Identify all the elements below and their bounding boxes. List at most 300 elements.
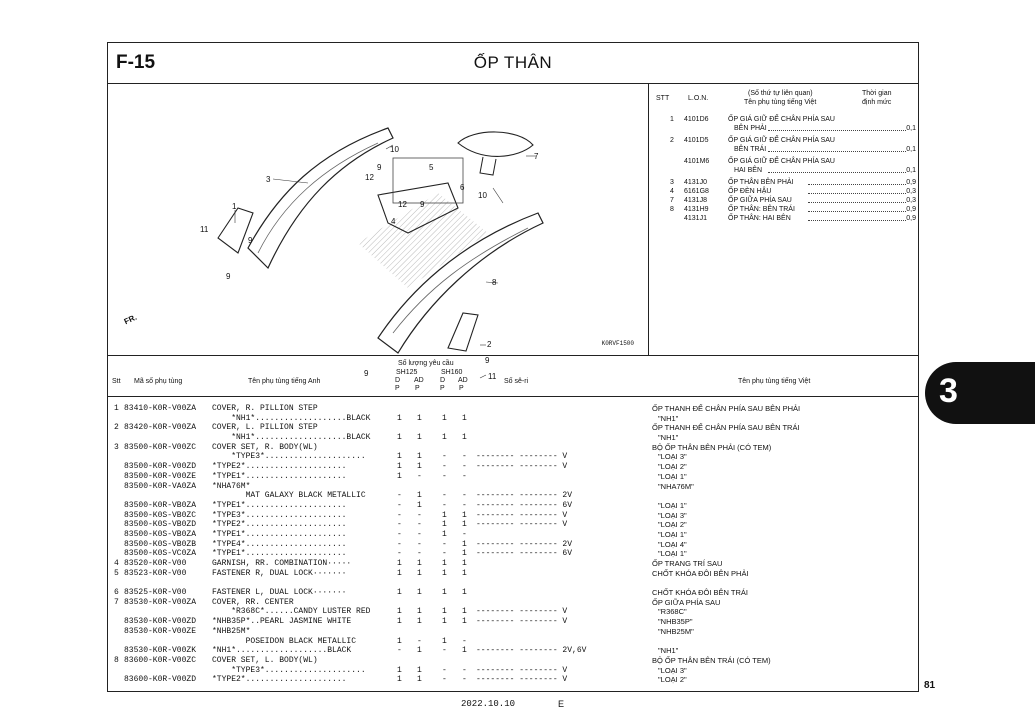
part-name-en: *TYPE3*..................... (212, 510, 347, 520)
part-stt: 1 (114, 404, 119, 413)
part-name-vn: "LOẠI 3" (658, 510, 687, 520)
part-serial: -------- -------- V (476, 675, 568, 685)
part-name-vn: "NH1" (658, 433, 679, 443)
part-number: 83500-K0S-VB0ZA (124, 529, 197, 539)
part-qty: 1 (417, 452, 422, 462)
part-number: 83525-K0R-V00 (124, 588, 187, 598)
part-name-en: *TYPE1*..................... (212, 471, 347, 481)
labor-row (648, 178, 920, 187)
part-qty: 1 (397, 471, 402, 481)
part-serial: -------- -------- V (476, 607, 568, 617)
callout-12: 9 (248, 236, 253, 245)
part-name-vn: ỐP TRANG TRÍ SAU (652, 559, 723, 568)
page-title: ỐP THÂN (473, 53, 553, 72)
part-qty: - (462, 452, 467, 462)
part-stt: 8 (114, 655, 119, 665)
callout-2: 3 (266, 175, 271, 184)
time-header-2: định mức (862, 99, 892, 106)
col-ad-2: AD (458, 377, 468, 384)
part-qty: - (442, 500, 447, 510)
labor-lon: 6161G8 (684, 188, 709, 195)
part-qty: - (417, 510, 422, 520)
part-name-en: *TYPE2*..................... (212, 462, 347, 472)
part-name-en: COVER SET, R. BODY(WL) (212, 442, 318, 452)
part-name-vn: "LOẠI 2" (658, 462, 687, 472)
part-qty: - (442, 539, 447, 549)
part-number: 83410-K0R-V00ZA (124, 404, 197, 413)
callout-10: 9 (420, 200, 425, 209)
labor-row (648, 157, 920, 175)
part-qty: 1 (397, 665, 402, 675)
part-qty: - (417, 520, 422, 530)
catalog-frame (107, 42, 919, 692)
page-number: 81 (924, 680, 936, 691)
part-name-vn: "LOẠI 1" (658, 529, 687, 539)
table-row (114, 404, 914, 414)
table-row (114, 559, 914, 569)
table-row (114, 530, 914, 540)
desc-header-1: (Số thứ tự liên quan) (748, 90, 813, 97)
part-qty: 1 (442, 510, 447, 520)
part-serial: -------- -------- V (476, 452, 568, 462)
part-qty: 1 (417, 665, 422, 675)
part-name-en: *NHB35P*..PEARL JASMINE WHITE (212, 617, 352, 627)
part-qty: 1 (397, 607, 402, 617)
part-qty: 1 (397, 617, 402, 627)
part-qty: 1 (462, 520, 467, 530)
part-name-en: FASTENER L, DUAL LOCK······· (212, 588, 347, 598)
part-qty: 1 (397, 452, 402, 462)
table-row (114, 549, 914, 559)
front-arrow-label: FR. (122, 312, 139, 327)
part-qty: 1 (442, 588, 447, 598)
part-serial: -------- -------- 2V,6V (476, 646, 587, 656)
leader-dots (808, 196, 906, 203)
table-row (114, 443, 914, 453)
labor-row (648, 136, 920, 154)
part-serial: -------- -------- 2V (476, 491, 573, 501)
callout-8: 10 (478, 191, 487, 200)
part-stt: 4 (114, 559, 119, 568)
callout-11: 11 (200, 225, 209, 234)
part-qty: 1 (462, 433, 467, 443)
part-qty: 1 (397, 433, 402, 443)
callout-1: 7 (534, 152, 539, 161)
labor-stt: 3 (670, 179, 674, 186)
col-p-1: P (395, 385, 400, 392)
part-qty: - (442, 665, 447, 675)
table-row (114, 569, 914, 579)
col-part-no: Mã số phụ tùng (134, 378, 183, 385)
leader-dots (768, 166, 906, 173)
part-qty: 1 (442, 617, 447, 627)
table-row (114, 598, 914, 608)
part-name-en: *TYPE3*..................... (212, 452, 366, 462)
callout-19: 11 (488, 372, 497, 381)
part-qty: 1 (397, 675, 402, 685)
part-name-vn: "LOẠI 2" (658, 675, 687, 685)
labor-name: ỐP THÂN BÊN PHẢI (728, 179, 794, 186)
part-serial: -------- -------- 2V (476, 539, 573, 549)
labor-list-header (648, 89, 920, 111)
table-row (114, 646, 914, 656)
col-sh160: SH160 (441, 369, 463, 376)
leader-dots (768, 145, 906, 152)
part-name-en: MAT GALAXY BLACK METALLIC (212, 491, 366, 501)
labor-stt: 4 (670, 188, 674, 195)
part-name-en: *NHA76M* (212, 481, 251, 491)
col-d-1: D (395, 377, 401, 384)
callout-17: 9 (485, 356, 490, 365)
labor-row (648, 187, 920, 196)
labor-name-2: BÊN PHẢI (734, 125, 767, 132)
part-qty: 1 (397, 462, 402, 472)
part-serial: -------- -------- V (476, 520, 568, 530)
col-name-vn: Tên phụ tùng tiếng Việt (738, 378, 811, 385)
part-number: 83530-K0R-V00ZK (124, 646, 197, 656)
part-qty: 1 (417, 617, 422, 627)
labor-lon: 4131J0 (684, 179, 707, 186)
part-qty: 1 (417, 568, 422, 578)
part-qty: - (462, 491, 467, 501)
part-qty: - (417, 539, 422, 549)
table-row (114, 540, 914, 550)
chapter-tab (925, 362, 1035, 424)
part-qty: - (442, 675, 447, 685)
part-qty: - (462, 500, 467, 510)
labor-name: ỐP GIÁ GIỮ ĐỂ CHÂN PHÍA SAU (728, 137, 835, 144)
table-row (114, 520, 914, 530)
callout-4: 12 (365, 173, 374, 182)
right-step-cover (218, 208, 253, 253)
part-qty: - (397, 491, 402, 501)
part-qty: - (442, 471, 447, 481)
callout-3: 9 (377, 163, 382, 172)
part-number: 83530-K0R-V00ZA (124, 597, 197, 607)
stt-header: STT (656, 95, 670, 102)
part-qty: - (397, 529, 402, 539)
part-qty: 1 (417, 491, 422, 501)
part-name-vn: "R368C" (658, 607, 687, 617)
part-name-vn: "LOẠI 2" (658, 520, 687, 530)
part-qty: - (397, 539, 402, 549)
callout-0: 10 (390, 145, 399, 154)
col-p-3: P (440, 385, 445, 392)
leader-dots (808, 178, 906, 185)
table-row (114, 627, 914, 637)
part-name-en: *NH1*...................BLACK (212, 646, 352, 656)
part-name-en: COVER, L. PILLION STEP (212, 423, 318, 433)
table-row (114, 666, 914, 676)
labor-name: ỐP THÂN: HAI BÊN (728, 215, 791, 222)
callout-14: 9 (226, 272, 231, 281)
labor-time: 0,1 (906, 167, 916, 174)
part-name-en: FASTENER R, DUAL LOCK······· (212, 568, 347, 578)
table-row (114, 491, 914, 501)
part-serial: -------- -------- 6V (476, 500, 573, 510)
part-qty: - (417, 529, 422, 539)
labor-stt: 1 (670, 116, 674, 123)
part-qty: 1 (397, 568, 402, 578)
part-qty: 1 (417, 559, 422, 568)
part-qty: - (417, 636, 422, 646)
part-number: 83500-K0R-VB0ZA (124, 500, 197, 510)
callout-6: 6 (460, 183, 465, 192)
labor-stt: 2 (670, 137, 674, 144)
labor-lon: 4131J1 (684, 215, 707, 222)
part-qty: 1 (442, 559, 447, 568)
labor-lon: 4131H9 (684, 206, 709, 213)
part-qty: 1 (397, 413, 402, 423)
footer-date: 2022.10.10 (461, 699, 516, 709)
col-sh125: SH125 (396, 369, 418, 376)
labor-time: 0,3 (906, 197, 916, 204)
lon-header: L.O.N. (688, 95, 709, 102)
labor-name: ỐP ĐÈN HẬU (728, 188, 772, 195)
part-qty: 1 (462, 549, 467, 559)
part-number: 83500-K0S-VB0ZB (124, 539, 197, 549)
part-qty: 1 (397, 636, 402, 646)
part-qty: - (397, 549, 402, 559)
labor-row (648, 205, 920, 214)
part-qty: 1 (417, 588, 422, 598)
part-name-vn: "LOẠI 3" (658, 665, 687, 675)
part-qty: 1 (397, 588, 402, 598)
part-qty: 1 (462, 607, 467, 617)
leader-dots (808, 214, 906, 221)
part-qty: - (442, 549, 447, 559)
labor-name: ỐP GIỮA PHÍA SAU (728, 197, 792, 204)
part-name-en: *TYPE4*..................... (212, 539, 347, 549)
part-qty: 1 (417, 462, 422, 472)
part-qty: 1 (442, 529, 447, 539)
col-d-2: D (440, 377, 446, 384)
part-number: 83500-K0R-V00ZD (124, 462, 197, 472)
part-number: 83500-K0S-VB0ZC (124, 510, 197, 520)
labor-name: ỐP GIÁ GIỮ ĐỂ CHÂN PHÍA SAU (728, 158, 835, 165)
part-name-en: *TYPE2*..................... (212, 675, 347, 685)
part-qty: - (462, 529, 467, 539)
footer-edition: E (558, 699, 565, 709)
labor-row (648, 196, 920, 205)
callout-labels (200, 145, 539, 381)
part-qty: - (442, 646, 447, 656)
callout-16: 2 (487, 340, 492, 349)
part-serial: -------- -------- V (476, 665, 568, 675)
table-row (114, 423, 914, 433)
page-header (108, 43, 918, 84)
part-qty: 1 (442, 413, 447, 423)
part-qty: 1 (462, 588, 467, 598)
part-qty: 1 (462, 617, 467, 627)
table-row (114, 511, 914, 521)
labor-time-list (648, 83, 920, 355)
part-name-en: *TYPE1*..................... (212, 549, 347, 559)
table-row (114, 414, 914, 424)
rear-center-cover (458, 132, 533, 156)
part-qty: - (417, 471, 422, 481)
table-row (114, 588, 914, 598)
table-row (114, 675, 914, 685)
part-qty: - (442, 462, 447, 472)
table-row (114, 656, 914, 666)
part-qty: 1 (417, 675, 422, 685)
labor-stt: 8 (670, 206, 674, 213)
part-qty: 1 (462, 559, 467, 568)
callout-18: 9 (364, 369, 369, 378)
part-qty: 1 (417, 646, 422, 656)
part-qty: 1 (417, 413, 422, 423)
part-qty: 1 (442, 520, 447, 530)
table-row (114, 578, 914, 588)
part-qty: 1 (442, 607, 447, 617)
col-name-en: Tên phụ tùng tiếng Anh (248, 378, 321, 385)
part-name-vn: CHỐT KHÓA ĐÔI BÊN TRÁI (652, 588, 748, 598)
part-qty: - (462, 471, 467, 481)
part-stt: 3 (114, 442, 119, 452)
part-qty: - (397, 520, 402, 530)
part-number: 83500-K0R-V00ZC (124, 442, 197, 452)
part-name-vn: "NHA76M" (658, 481, 694, 491)
labor-time: 0,3 (906, 188, 916, 195)
part-name-vn: BỘ ỐP THÂN BÊN TRÁI (CÓ TEM) (652, 655, 771, 665)
labor-row (648, 214, 920, 223)
labor-time: 0,1 (906, 125, 916, 132)
table-row (114, 433, 914, 443)
labor-stt: 7 (670, 197, 674, 204)
part-name-en: *R368C*......CANDY LUSTER RED (212, 607, 371, 617)
part-qty: - (397, 510, 402, 520)
part-name-en: GARNISH, RR. COMBINATION····· (212, 559, 352, 568)
part-name-vn: "LOẠI 3" (658, 452, 687, 462)
part-qty: 1 (417, 607, 422, 617)
labor-lon: 4101D5 (684, 137, 709, 144)
parts-table-body (114, 404, 914, 685)
table-row (114, 452, 914, 462)
part-number: 83520-K0R-V00 (124, 559, 187, 568)
part-number: 83500-K0S-VC0ZA (124, 549, 197, 559)
part-qty: 1 (442, 568, 447, 578)
part-number: 83523-K0R-V00 (124, 568, 187, 578)
part-name-en: POSEIDON BLACK METALLIC (212, 636, 357, 646)
labor-name-2: HAI BÊN (734, 167, 763, 174)
part-qty: - (442, 452, 447, 462)
part-number: 83500-K0R-V00ZE (124, 471, 197, 481)
callout-5: 5 (429, 163, 434, 172)
part-serial: -------- -------- V (476, 617, 568, 627)
part-qty: 1 (462, 646, 467, 656)
part-qty: - (397, 646, 402, 656)
part-qty: - (442, 491, 447, 501)
table-row (114, 637, 914, 647)
callout-15: 8 (492, 278, 497, 287)
table-row (114, 617, 914, 627)
part-name-vn: "LOẠI 1" (658, 500, 687, 510)
part-stt: 6 (114, 588, 119, 598)
part-qty: - (462, 462, 467, 472)
labor-row (648, 115, 920, 133)
leader-dots (808, 205, 906, 212)
diagram-code: K0RVF1500 (601, 340, 634, 347)
part-qty: 1 (462, 568, 467, 578)
part-qty: - (462, 665, 467, 675)
part-qty: 1 (462, 510, 467, 520)
labor-time: 0,9 (906, 179, 916, 186)
part-qty: 1 (417, 500, 422, 510)
table-row (114, 501, 914, 511)
part-number: 83420-K0R-V00ZA (124, 423, 197, 433)
part-name-en: *NH1*...................BLACK (212, 433, 371, 443)
labor-lon: 4101D6 (684, 116, 709, 123)
part-name-en: COVER SET, L. BODY(WL) (212, 655, 318, 665)
leader-dots (808, 187, 906, 194)
part-name-en: *TYPE1*..................... (212, 500, 347, 510)
part-qty: 1 (442, 433, 447, 443)
part-serial: -------- -------- V (476, 462, 568, 472)
part-name-en: *TYPE2*..................... (212, 520, 347, 530)
labor-time: 0,9 (906, 206, 916, 213)
labor-lon: 4101M6 (684, 158, 710, 165)
part-name-en: COVER, RR. CENTER (212, 597, 294, 607)
part-name-vn: "NH1" (658, 646, 679, 656)
labor-name: ỐP THÂN: BÊN TRÁI (728, 206, 795, 213)
parts-table-header (108, 355, 918, 397)
part-qty: 1 (417, 433, 422, 443)
part-name-vn: "LOẠI 1" (658, 549, 687, 559)
part-name-vn: ỐP GIỮA PHÍA SAU (652, 597, 721, 607)
part-serial: -------- -------- V (476, 510, 568, 520)
left-step-cover (448, 313, 478, 351)
part-qty: - (462, 636, 467, 646)
part-stt: 5 (114, 568, 119, 578)
time-header-1: Thời gian (862, 90, 892, 97)
part-name-vn: "LOẠI 4" (658, 539, 687, 549)
col-p-2: P (415, 385, 420, 392)
callout-7: 1 (232, 202, 237, 211)
labor-name-2: BÊN TRÁI (734, 146, 767, 153)
part-serial: -------- -------- 6V (476, 549, 573, 559)
part-name-vn: BỘ ỐP THÂN BÊN PHẢI (CÓ TEM) (652, 442, 772, 452)
part-stt: 7 (114, 597, 119, 607)
part-name-vn: ỐP THANH ĐỂ CHÂN PHÍA SAU BÊN PHẢI (652, 404, 801, 413)
part-name-en: COVER, R. PILLION STEP (212, 404, 318, 413)
labor-name: ỐP GIÁ GIỮ ĐỂ CHÂN PHÍA SAU (728, 116, 835, 123)
col-p-4: P (459, 385, 464, 392)
labor-lon: 4131J8 (684, 197, 707, 204)
part-qty: - (417, 549, 422, 559)
part-number: 83500-K0S-VB0ZD (124, 520, 197, 530)
part-qty: 1 (442, 636, 447, 646)
part-name-vn: ỐP THANH ĐỂ CHÂN PHÍA SAU BÊN TRÁI (652, 423, 800, 433)
part-number: 83600-K0R-V00ZC (124, 655, 197, 665)
part-qty: 1 (462, 539, 467, 549)
part-name-en: *TYPE1*..................... (212, 529, 347, 539)
section-code: F-15 (116, 52, 156, 73)
part-number: 83530-K0R-V00ZE (124, 626, 197, 636)
part-number: 83530-K0R-V00ZD (124, 617, 197, 627)
part-name-en: *NHB25M* (212, 626, 251, 636)
col-stt: Stt (112, 378, 121, 385)
col-ad-1: AD (414, 377, 424, 384)
part-name-vn: "NH1" (658, 413, 679, 423)
leader-dots (768, 124, 906, 131)
callout-13: 4 (391, 217, 396, 226)
table-row (114, 607, 914, 617)
chapter-number: 3 (939, 372, 958, 410)
part-name-vn: "LOẠI 1" (658, 471, 687, 481)
part-name-vn: CHỐT KHÓA ĐÔI BÊN PHẢI (652, 568, 749, 578)
part-name-vn: "NHB25M" (658, 626, 694, 636)
